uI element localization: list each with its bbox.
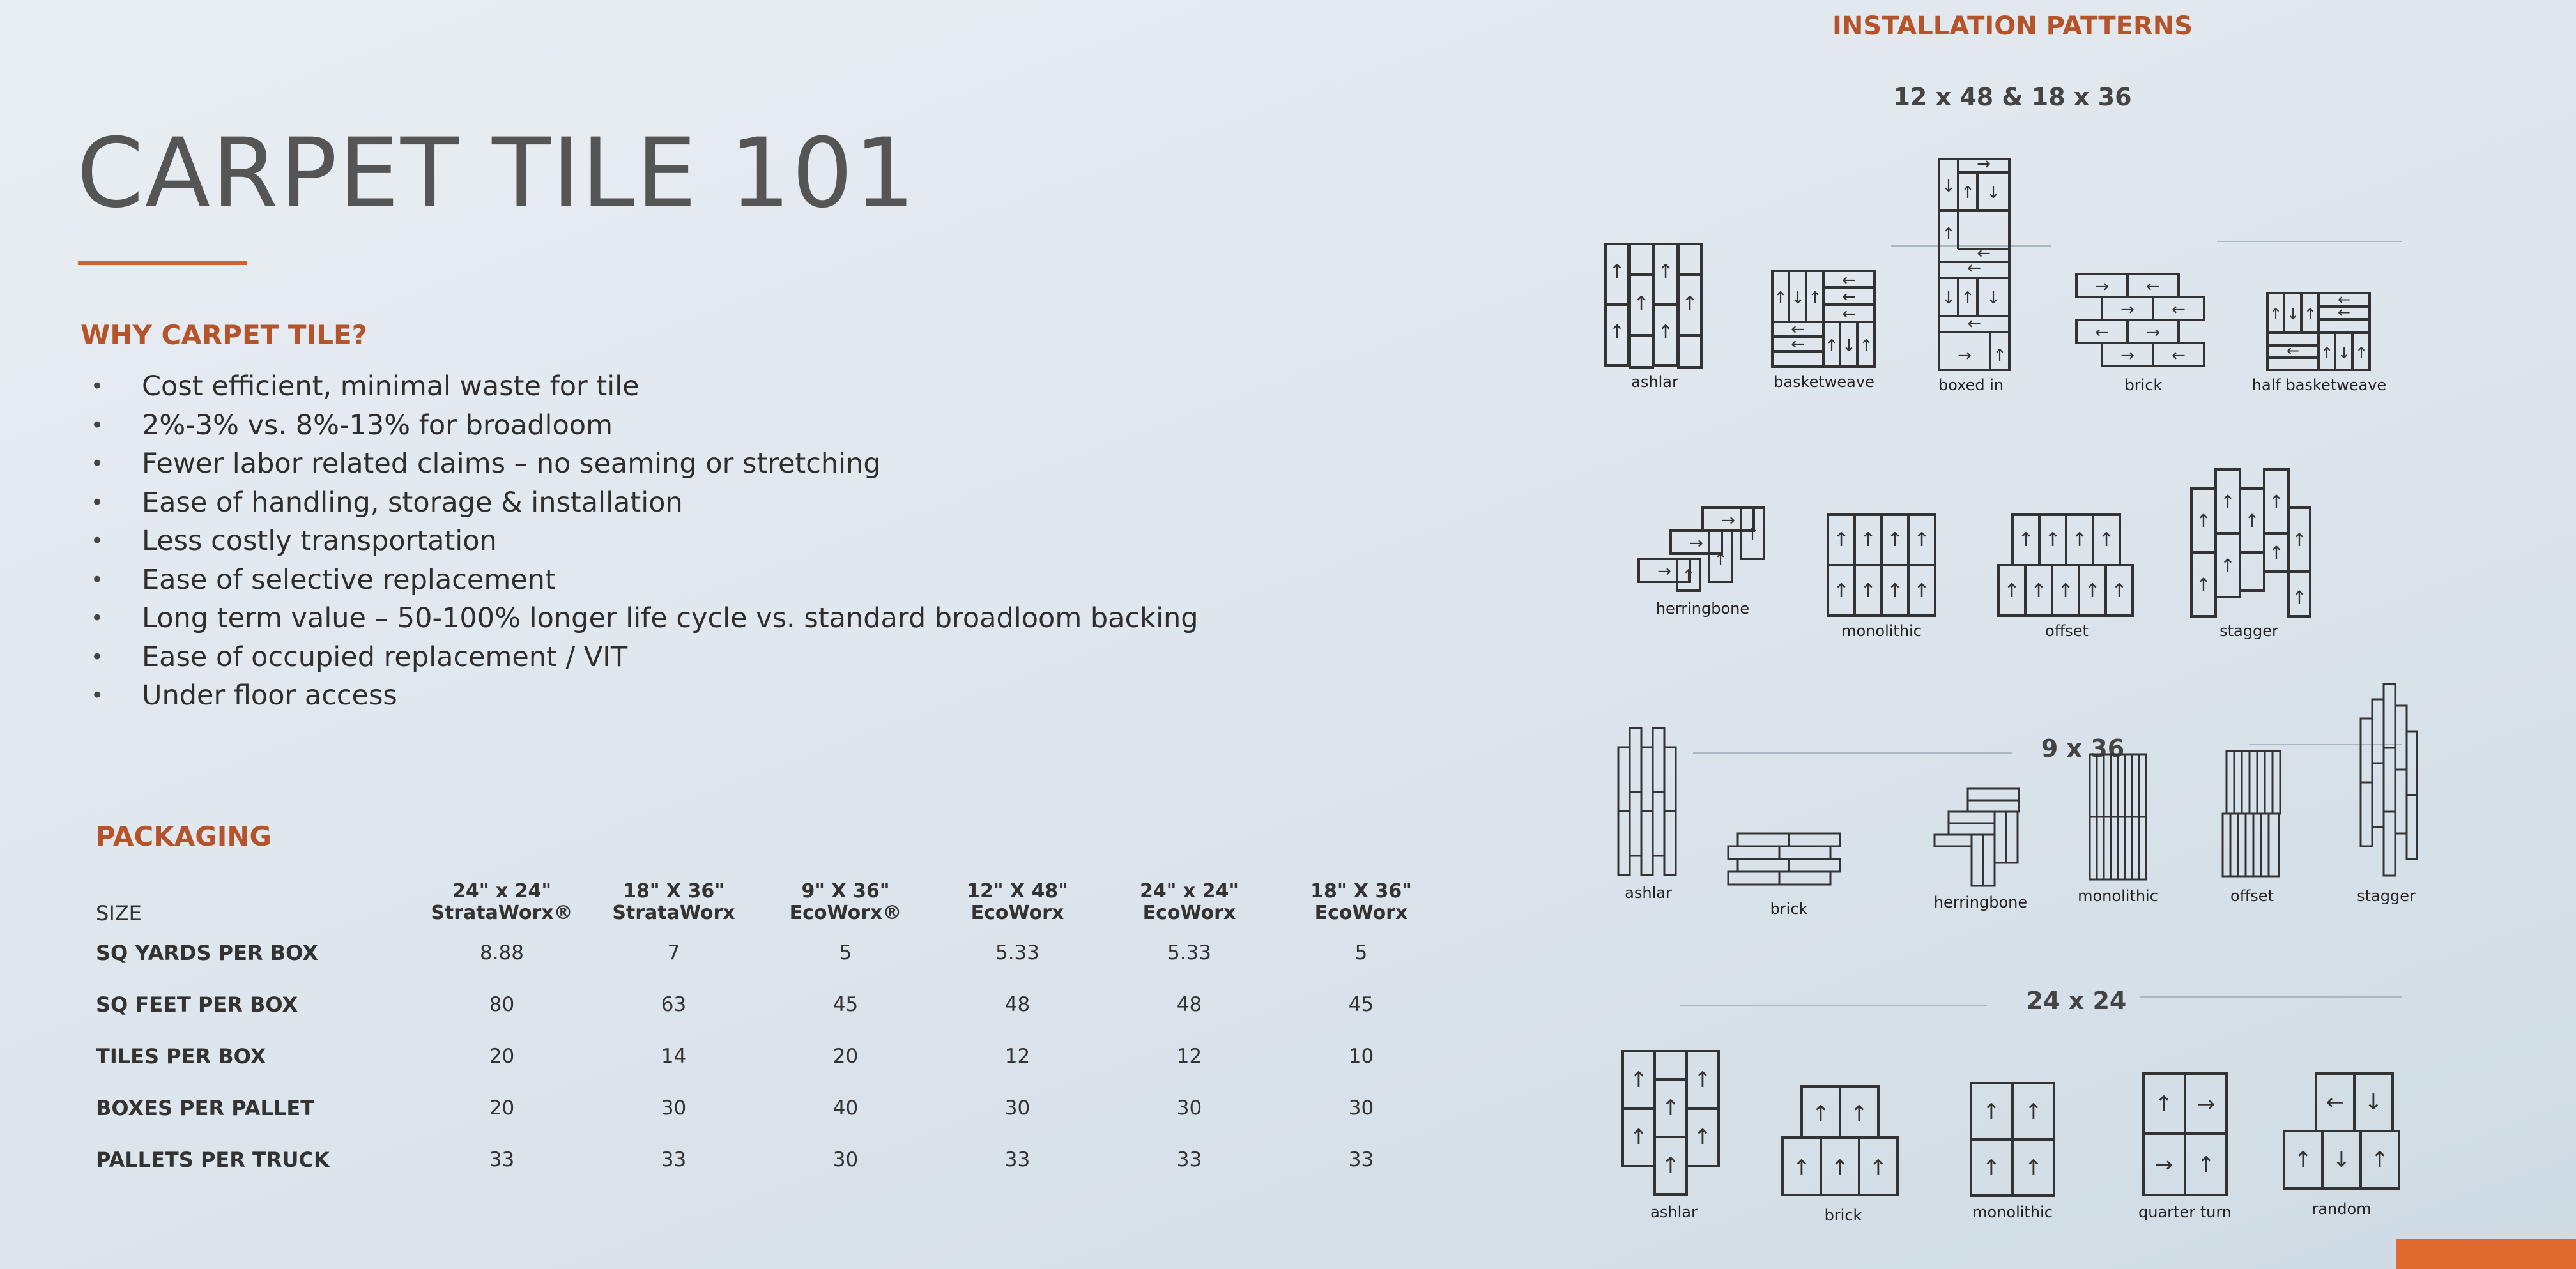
- svg-text:→: →: [2120, 300, 2135, 319]
- table-cell: 5: [1354, 941, 1368, 964]
- pattern-label: ashlar: [1631, 373, 1678, 391]
- svg-text:↑: ↑: [1774, 289, 1788, 308]
- svg-text:↑: ↑: [1869, 1155, 1888, 1181]
- svg-text:↑: ↑: [1887, 580, 1903, 602]
- table-cell: 30: [1348, 1096, 1374, 1120]
- svg-text:↑: ↑: [2269, 542, 2284, 563]
- svg-text:←: ←: [2172, 346, 2186, 365]
- table-cell: 30: [1004, 1096, 1031, 1120]
- svg-text:←: ←: [2172, 300, 2186, 319]
- svg-text:←: ←: [2286, 342, 2300, 360]
- svg-text:↑: ↑: [1859, 337, 1873, 356]
- packaging-heading: PACKAGING: [96, 821, 272, 852]
- tile-arrow-grid-icon: [1610, 1047, 1738, 1201]
- svg-text:↓: ↓: [2286, 305, 2300, 323]
- svg-text:↓: ↓: [1942, 289, 1956, 308]
- table-cell: 40: [832, 1096, 859, 1120]
- tile-arrow-grid-icon: [1776, 1083, 1910, 1204]
- tile-arrow-grid-icon: [1824, 511, 1939, 619]
- table-cell: 12: [1004, 1044, 1031, 1068]
- table-cell: 63: [661, 992, 687, 1016]
- svg-text:←: ←: [1842, 305, 1856, 324]
- svg-text:↑: ↑: [2111, 580, 2128, 602]
- svg-text:↓: ↓: [2337, 344, 2351, 362]
- packaging-table: [96, 880, 1447, 1185]
- table-cell: 8.88: [479, 941, 525, 964]
- bullet-item: • Less costly transportation: [84, 522, 1199, 561]
- svg-text:→: →: [1958, 346, 1972, 365]
- column-header: [588, 880, 760, 927]
- patterns-heading: INSTALLATION PATTERNS: [1832, 11, 2193, 41]
- svg-text:↑: ↑: [2292, 529, 2307, 551]
- table-cell: 33: [489, 1148, 515, 1171]
- column-size: 12" X 48": [967, 880, 1068, 902]
- column-size: 9" X 36": [801, 880, 890, 902]
- tile-arrow-grid-icon: [2220, 747, 2284, 885]
- column-header: [1103, 880, 1275, 927]
- divider: [1693, 752, 2012, 754]
- bullet-item: • Fewer labor related claims – no seaming or stretching: [84, 445, 1199, 483]
- pattern-monolithic-24x24: [1955, 1079, 2070, 1221]
- divider: [2140, 996, 2402, 998]
- svg-text:←: ←: [2326, 1090, 2345, 1115]
- table-cell: 20: [489, 1044, 515, 1068]
- svg-text:↑: ↑: [2196, 1152, 2216, 1178]
- svg-text:↓: ↓: [1791, 289, 1805, 308]
- pattern-label: brick: [1770, 900, 1808, 918]
- svg-text:↑: ↑: [1629, 1125, 1648, 1150]
- svg-text:←: ←: [1791, 335, 1805, 354]
- svg-text:↓: ↓: [1842, 337, 1856, 356]
- table-row: [96, 1082, 1447, 1134]
- table-row: [96, 1030, 1447, 1082]
- pattern-brick-large: [2070, 271, 2217, 394]
- svg-text:←: ←: [1791, 320, 1805, 339]
- table-cell: 45: [1348, 992, 1374, 1016]
- svg-text:↑: ↑: [1833, 529, 1850, 551]
- svg-text:↑: ↑: [1961, 289, 1975, 308]
- tile-arrow-grid-icon: [2137, 1070, 2233, 1201]
- table-cell: 33: [1348, 1148, 1374, 1171]
- row-label: PALLETS PER TRUCK: [96, 1147, 330, 1172]
- bullet-item: • Ease of selective replacement: [84, 561, 1199, 600]
- pattern-label: brick: [2124, 376, 2163, 394]
- column-header: [760, 880, 931, 927]
- svg-text:→: →: [1657, 562, 1671, 581]
- svg-text:←: ←: [1967, 259, 1981, 278]
- pattern-label: ashlar: [1650, 1203, 1698, 1221]
- svg-text:↑: ↑: [1682, 566, 1696, 586]
- svg-text:↑: ↑: [1825, 337, 1839, 356]
- bullet-item: • 2%-3% vs. 8%-13% for broadloom: [84, 406, 1199, 445]
- bullet-item: • Ease of handling, storage & installation: [84, 483, 1199, 522]
- table-cell: 48: [1176, 992, 1202, 1016]
- pattern-basketweave: [1767, 268, 1882, 391]
- svg-text:↑: ↑: [2098, 529, 2115, 551]
- tile-arrow-grid-icon: [2271, 1070, 2412, 1197]
- svg-text:↑: ↑: [2269, 305, 2283, 323]
- column-product: EcoWorx: [970, 902, 1064, 924]
- svg-text:↓: ↓: [1942, 177, 1956, 196]
- svg-text:↑: ↑: [2269, 491, 2284, 512]
- pattern-boxed-in: [1910, 156, 2032, 394]
- pattern-label: monolithic: [1972, 1203, 2053, 1221]
- pattern-ashlar-9x36: [1610, 722, 1687, 902]
- svg-text:↑: ↑: [2024, 1155, 2043, 1181]
- pattern-ashlar-large: [1597, 243, 1712, 391]
- svg-text:→: →: [2154, 1152, 2174, 1178]
- svg-text:↑: ↑: [1850, 1101, 1869, 1127]
- svg-text:←: ←: [2146, 277, 2160, 296]
- table-cell: 30: [832, 1148, 859, 1171]
- title-underline: [78, 261, 247, 265]
- svg-text:↑: ↑: [2057, 580, 2074, 602]
- pattern-monolithic-9x36: [2070, 750, 2166, 905]
- column-size: 24" x 24": [1140, 880, 1239, 902]
- pattern-offset-large: [1993, 511, 2140, 640]
- svg-text:→: →: [2196, 1091, 2216, 1117]
- tile-arrow-grid-icon: [1770, 268, 1878, 370]
- column-size: 18" X 36": [1310, 880, 1412, 902]
- svg-text:↑: ↑: [1833, 580, 1850, 602]
- svg-text:↑: ↑: [1982, 1155, 2001, 1181]
- svg-text:↑: ↑: [2030, 580, 2047, 602]
- svg-text:←: ←: [1977, 244, 1991, 263]
- tile-arrow-grid-icon: [1725, 827, 1853, 897]
- svg-text:←: ←: [2337, 291, 2351, 308]
- svg-text:↑: ↑: [1860, 580, 1876, 602]
- group-title-24x24: 24 x 24: [2026, 987, 2127, 1015]
- svg-text:↑: ↑: [1609, 261, 1625, 283]
- row-label: SQ YARDS PER BOX: [96, 940, 318, 965]
- pattern-label: half basketweave: [2251, 376, 2387, 394]
- tile-arrow-grid-icon: [2354, 680, 2418, 885]
- svg-text:↑: ↑: [2196, 510, 2211, 531]
- svg-text:↓: ↓: [1986, 289, 2000, 308]
- pattern-label: monolithic: [1841, 622, 1922, 640]
- pattern-label: stagger: [2357, 887, 2416, 905]
- svg-text:↑: ↑: [2220, 491, 2235, 512]
- table-cell: 48: [1004, 992, 1031, 1016]
- bullet-item: • Cost efficient, minimal waste for tile: [84, 367, 1199, 406]
- row-label: TILES PER BOX: [96, 1044, 266, 1068]
- svg-text:↑: ↑: [2071, 529, 2088, 551]
- pattern-label: ashlar: [1625, 884, 1672, 902]
- svg-text:↑: ↑: [1713, 551, 1728, 570]
- table-cell: 20: [489, 1096, 515, 1120]
- pattern-label: basketweave: [1774, 373, 1874, 391]
- table-row: [96, 978, 1447, 1030]
- tile-arrow-grid-icon: [1600, 243, 1709, 370]
- pattern-offset-9x36: [2204, 747, 2300, 905]
- tile-arrow-grid-icon: [1929, 782, 2032, 891]
- tile-arrow-grid-icon: [1993, 511, 2140, 619]
- svg-text:↑: ↑: [2004, 580, 2020, 602]
- pattern-herringbone-9x36: [1917, 782, 2044, 911]
- svg-text:↑: ↑: [2292, 587, 2307, 608]
- pattern-herringbone-large: [1632, 501, 1773, 618]
- table-cell: 10: [1348, 1044, 1374, 1068]
- pattern-label: quarter turn: [2138, 1203, 2232, 1221]
- svg-text:↑: ↑: [1661, 1095, 1680, 1121]
- svg-text:↑: ↑: [2154, 1091, 2174, 1117]
- svg-text:↑: ↑: [2024, 1099, 2043, 1125]
- svg-text:→: →: [1689, 534, 1703, 553]
- table-row: [96, 1134, 1447, 1185]
- pattern-half-basketweave: [2242, 291, 2396, 394]
- pattern-stagger-9x36: [2338, 680, 2434, 905]
- column-size: 18" X 36": [623, 880, 724, 902]
- why-heading: WHY CARPET TILE?: [80, 319, 368, 351]
- svg-text:←: ←: [1842, 287, 1856, 307]
- pattern-label: monolithic: [2078, 887, 2158, 905]
- svg-text:↑: ↑: [1913, 580, 1930, 602]
- svg-text:↑: ↑: [1693, 1125, 1712, 1150]
- svg-text:↑: ↑: [1887, 529, 1903, 551]
- pattern-brick-9x36: [1725, 827, 1853, 918]
- svg-text:←: ←: [2095, 323, 2109, 342]
- tile-arrow-grid-icon: [2070, 271, 2217, 374]
- svg-text:←: ←: [1967, 314, 1981, 333]
- svg-text:↑: ↑: [1808, 289, 1822, 308]
- svg-text:→: →: [2146, 323, 2160, 342]
- svg-text:↑: ↑: [2354, 344, 2368, 362]
- column-product: StrataWorx: [612, 902, 735, 924]
- divider: [2217, 241, 2402, 242]
- pattern-brick-24x24: [1776, 1083, 1910, 1224]
- tile-arrow-grid-icon: [2265, 291, 2373, 374]
- svg-text:↑: ↑: [2244, 510, 2260, 531]
- pattern-label: brick: [1824, 1206, 1862, 1224]
- pattern-ashlar-24x24: [1610, 1047, 1738, 1221]
- svg-text:↓: ↓: [1986, 183, 2000, 202]
- svg-text:←: ←: [1842, 271, 1856, 290]
- page-title: CARPET TILE 101: [77, 118, 917, 229]
- tile-arrow-grid-icon: [1613, 722, 1683, 881]
- svg-text:↑: ↑: [1682, 293, 1698, 315]
- tile-arrow-grid-icon: [2185, 463, 2313, 619]
- table-cell: 5: [839, 941, 852, 964]
- pattern-random: [2271, 1070, 2412, 1218]
- svg-text:↑: ↑: [1830, 1155, 1850, 1181]
- svg-text:↑: ↑: [1693, 1067, 1712, 1093]
- svg-text:→: →: [1977, 156, 1991, 174]
- tile-arrow-grid-icon: [1965, 1079, 2060, 1201]
- svg-text:↑: ↑: [2320, 344, 2334, 362]
- bullet-item: • Under floor access: [84, 676, 1199, 715]
- table-cell: 80: [489, 992, 515, 1016]
- table-cell: 30: [1176, 1096, 1202, 1120]
- svg-text:↑: ↑: [1811, 1101, 1830, 1127]
- column-product: EcoWorx: [1142, 902, 1236, 924]
- svg-text:↑: ↑: [1961, 183, 1975, 202]
- column-product: EcoWorx: [1314, 902, 1408, 924]
- svg-text:↑: ↑: [1982, 1099, 2001, 1125]
- svg-text:↑: ↑: [1913, 529, 1930, 551]
- table-cell: 14: [661, 1044, 687, 1068]
- svg-text:↑: ↑: [2303, 305, 2317, 323]
- tile-arrow-grid-icon: [1632, 501, 1773, 597]
- table-cell: 7: [667, 941, 680, 964]
- why-bullet-list: [84, 367, 1199, 715]
- svg-text:↑: ↑: [2044, 529, 2061, 551]
- svg-text:↑: ↑: [1657, 261, 1674, 283]
- row-label: SQ FEET PER BOX: [96, 992, 298, 1017]
- svg-text:↑: ↑: [1657, 321, 1674, 344]
- svg-text:↑: ↑: [2370, 1147, 2389, 1173]
- tile-arrow-grid-icon: [2086, 750, 2150, 885]
- svg-text:↑: ↑: [2084, 580, 2101, 602]
- size-column-header: SIZE: [96, 901, 142, 925]
- svg-text:↑: ↑: [1745, 525, 1759, 544]
- svg-text:↑: ↑: [1633, 293, 1650, 315]
- svg-text:↓: ↓: [2332, 1147, 2351, 1173]
- packaging-header-row: [96, 880, 1447, 927]
- tile-arrow-grid-icon: [1920, 156, 2022, 374]
- column-size: 24" x 24": [452, 880, 551, 902]
- svg-text:→: →: [1721, 511, 1735, 530]
- svg-text:→: →: [2120, 346, 2135, 365]
- pattern-stagger-large: [2185, 463, 2313, 640]
- table-cell: 33: [661, 1148, 687, 1171]
- svg-text:↑: ↑: [1609, 321, 1625, 344]
- table-cell: 5.33: [1167, 941, 1212, 964]
- bullet-item: • Long term value – 50-100% longer life cycle vs. standard broadloom backing: [84, 599, 1199, 638]
- svg-text:↓: ↓: [2364, 1090, 2383, 1115]
- column-header: [1275, 880, 1447, 927]
- svg-text:↑: ↑: [2220, 555, 2235, 576]
- svg-text:←: ←: [2337, 303, 2351, 321]
- svg-text:↑: ↑: [1792, 1155, 1811, 1181]
- column-product: EcoWorx®: [789, 902, 902, 924]
- group-title-9x36: 9 x 36: [2041, 734, 2125, 763]
- divider: [1680, 1005, 1987, 1006]
- svg-text:↑: ↑: [2196, 574, 2211, 595]
- pattern-label: random: [2312, 1200, 2372, 1218]
- accent-strip: [2396, 1239, 2576, 1269]
- table-cell: 12: [1176, 1044, 1202, 1068]
- table-row: [96, 927, 1447, 978]
- table-cell: 5.33: [995, 941, 1040, 964]
- table-cell: 20: [832, 1044, 859, 1068]
- svg-text:→: →: [2095, 277, 2109, 296]
- column-header: [931, 880, 1103, 927]
- table-cell: 33: [1004, 1148, 1031, 1171]
- table-cell: 30: [661, 1096, 687, 1120]
- svg-text:↑: ↑: [1661, 1153, 1680, 1178]
- bullet-item: • Ease of occupied replacement / VIT: [84, 638, 1199, 677]
- column-header: [416, 880, 588, 927]
- column-product: StrataWorx®: [431, 902, 573, 924]
- svg-text:↑: ↑: [1860, 529, 1876, 551]
- svg-text:↑: ↑: [2018, 529, 2034, 551]
- pattern-monolithic-large: [1821, 511, 1942, 640]
- svg-text:↑: ↑: [1629, 1067, 1648, 1093]
- pattern-label: boxed in: [1938, 376, 2004, 394]
- svg-text:↑: ↑: [1993, 346, 2007, 365]
- group-title-12x48-18x36: 12 x 48 & 18 x 36: [1893, 83, 2132, 111]
- table-cell: 45: [832, 992, 859, 1016]
- svg-text:↑: ↑: [2294, 1147, 2313, 1173]
- table-cell: 33: [1176, 1148, 1202, 1171]
- row-label: BOXES PER PALLET: [96, 1095, 315, 1120]
- pattern-label: stagger: [2220, 622, 2278, 640]
- pattern-label: offset: [2045, 622, 2089, 640]
- pattern-label: herringbone: [1933, 893, 2028, 911]
- svg-text:↑: ↑: [1942, 225, 1956, 244]
- pattern-quarter-turn: [2121, 1070, 2249, 1221]
- pattern-label: offset: [2230, 887, 2274, 905]
- pattern-label: herringbone: [1655, 600, 1750, 618]
